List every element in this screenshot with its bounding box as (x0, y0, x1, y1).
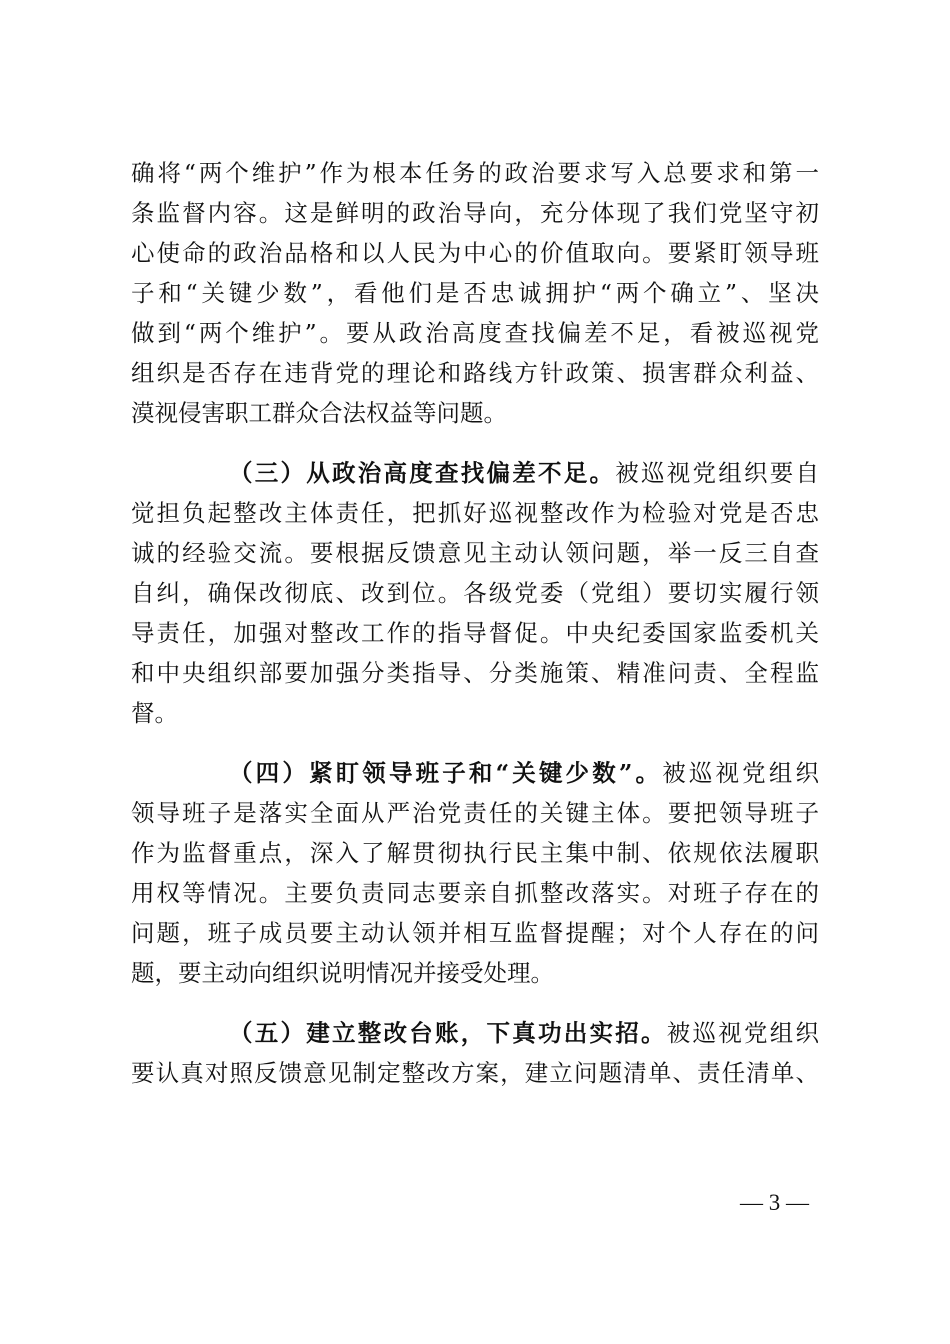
body-text: 被巡视党组织 (662, 759, 819, 787)
body-text-line: 要认真对照反馈意见制定整改方案，建立问题清单、责任清单、 (131, 1059, 819, 1087)
paragraph-first-line (229, 453, 819, 493)
paragraph-first-line (229, 1013, 819, 1053)
body-text-line: 觉担负起整改主体责任，把抓好巡视整改作为检验对党是否忠 (131, 499, 819, 527)
section-heading: （四）紧盯领导班子和“关键少数”。 (229, 759, 663, 787)
body-text-line: 作为监督重点，深入了解贯彻执行民主集中制、依规依法履职 (131, 839, 819, 867)
body-text-line: 和中央组织部要加强分类指导、分类施策、精准问责、全程监 (131, 659, 819, 687)
body-text-line: 用权等情况。主要负责同志要亲自抓整改落实。对班子存在的 (131, 879, 819, 907)
body-text-line: 心使命的政治品格和以人民为中心的价值取向。要紧盯领导班 (131, 239, 819, 267)
body-text: 被巡视党组织要自 (615, 459, 819, 487)
body-text: 被巡视党组织 (666, 1019, 819, 1047)
body-text-line: 确将“两个维护”作为根本任务的政治要求写入总要求和第一 (131, 159, 819, 187)
paragraph-first-line (229, 753, 819, 793)
body-text-line: 督。 (131, 699, 178, 727)
body-text-line: 领导班子是落实全面从严治党责任的关键主体。要把领导班子 (131, 799, 819, 827)
section-heading: （五）建立整改台账，下真功出实招。 (229, 1019, 667, 1047)
page-number: — 3 — (740, 1190, 809, 1215)
body-text-line: 导责任，加强对整改工作的指导督促。中央纪委国家监委机关 (131, 619, 819, 647)
body-text-line: 组织是否存在违背党的理论和路线方针政策、损害群众利益、 (131, 359, 819, 387)
body-text-line: 诚的经验交流。要根据反馈意见主动认领问题，举一反三自查 (131, 539, 819, 567)
body-text-line: 漠视侵害职工群众合法权益等问题。 (131, 399, 507, 427)
body-text-line: 条监督内容。这是鲜明的政治导向，充分体现了我们党坚守初 (131, 199, 819, 227)
body-text-line: 问题，班子成员要主动认领并相互监督提醒；对个人存在的问 (131, 919, 819, 947)
body-text-line: 自纠，确保改彻底、改到位。各级党委（党组）要切实履行领 (131, 579, 819, 607)
body-text-line: 子和“关键少数”，看他们是否忠诚拥护“两个确立”、坚决 (131, 279, 819, 307)
body-text-line: 做到“两个维护”。要从政治高度查找偏差不足，看被巡视党 (131, 319, 819, 347)
section-heading: （三）从政治高度查找偏差不足。 (229, 459, 616, 487)
body-text-line: 题，要主动向组织说明情况并接受处理。 (131, 959, 554, 987)
